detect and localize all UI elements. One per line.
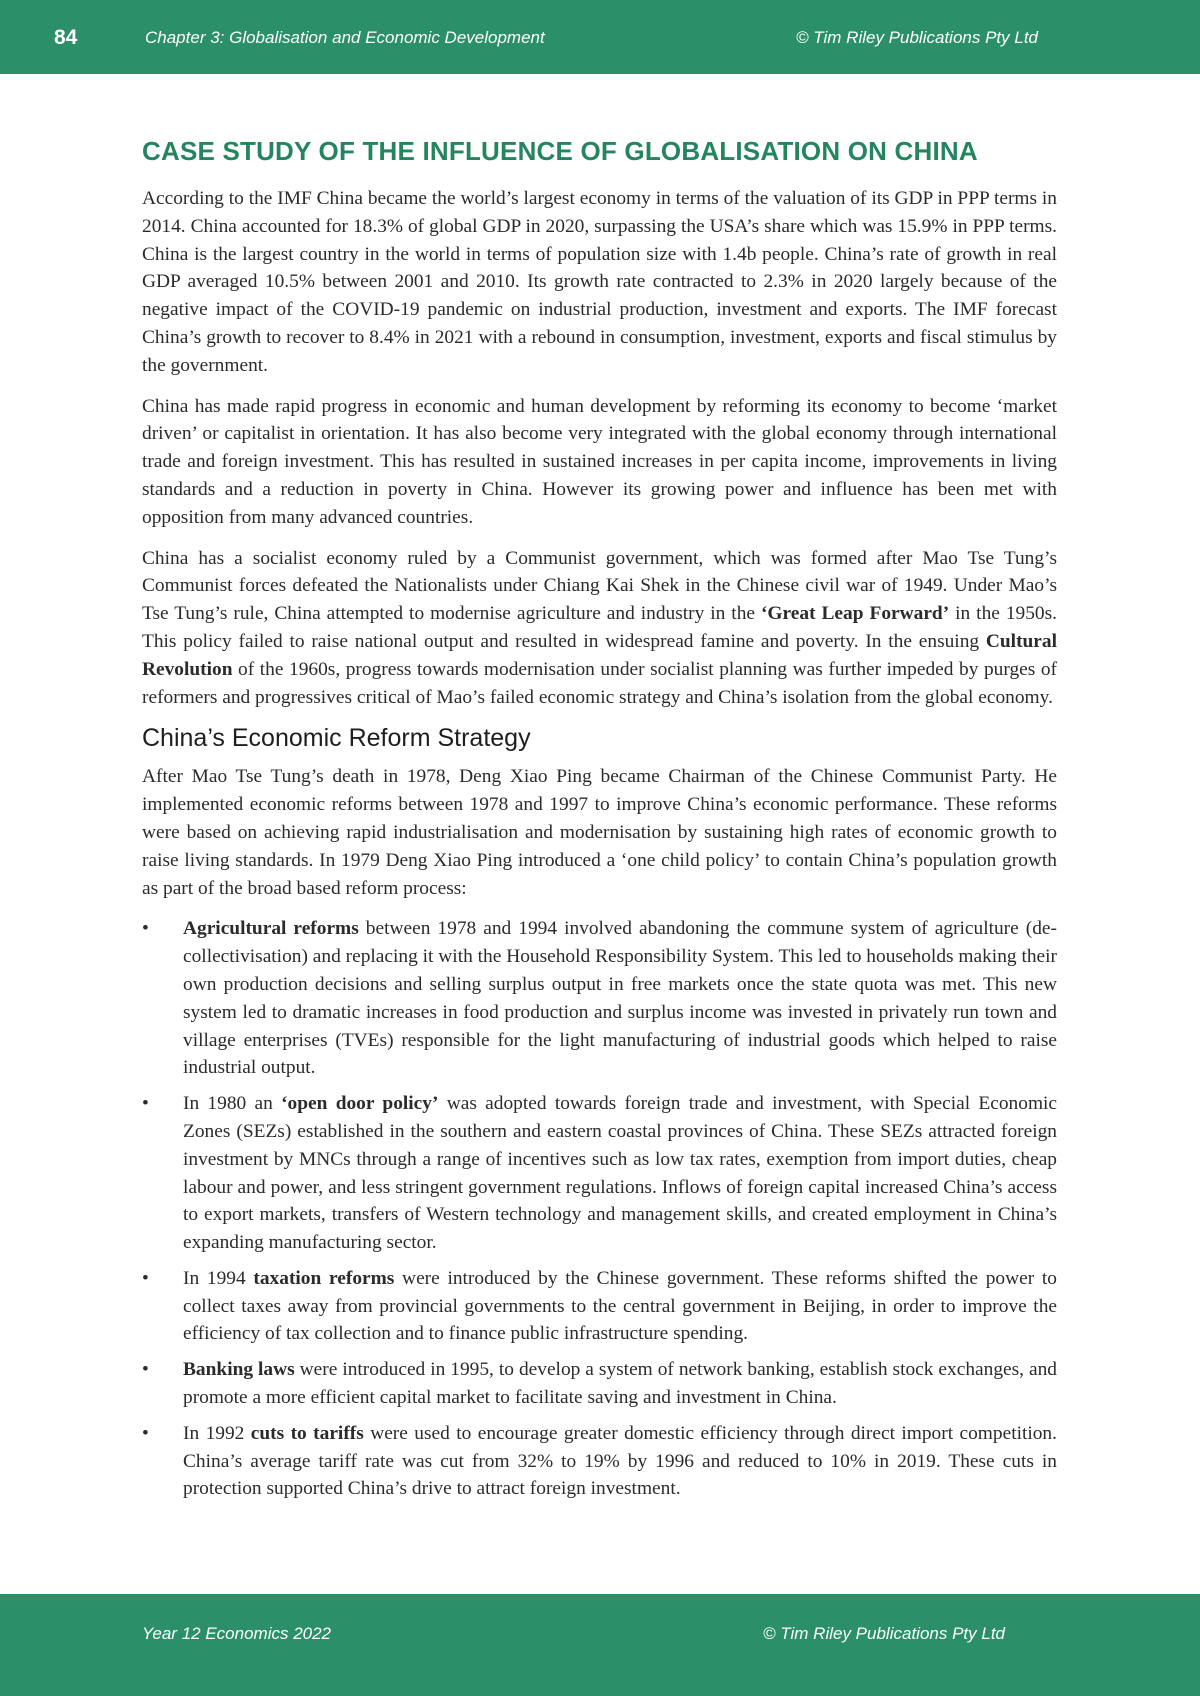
footer-copyright: © Tim Riley Publications Pty Ltd (763, 1624, 1005, 1643)
reform-term: cuts to tariffs (250, 1422, 364, 1444)
page-content (142, 136, 1057, 1511)
list-item: • In 1992 cuts to tariffs were used to encourage greater domestic efficiency through direct import competition. China’s average tariff rate was cut from 32% to 19% by 1996 and reduced to 10% in 2019. These cuts in protection supported China’s drive to attract foreign investment. (142, 1420, 1057, 1503)
bullet-icon: • (142, 1359, 149, 1381)
header-copyright: © Tim Riley Publications Pty Ltd (796, 28, 1038, 47)
reform-term: Agricultural reforms (183, 918, 359, 940)
history-text-1: China has a socialist economy ruled by a Communist government, which was formed after Mao Tse Tung’s Communist forces defeated the Nationalists under Chiang Kai Shek in the Chinese civil war of 1949. Under Mao’s Tse Tung’s rule, China attempted to modernise agriculture and industry in the (142, 547, 1057, 625)
reform-term: Banking laws (183, 1359, 295, 1381)
section-intro: After Mao Tse Tung’s death in 1978, Deng Xiao Ping became Chairman of the Chinese Communist Party. He implemented economic reforms between 1978 and 1997 to improve China’s economic performance. These reforms were based on achieving rapid industrialisation and modernisation by sustaining high rates of economic growth to raise living standards. In 1979 Deng Xiao Ping introduced a ‘one child policy’ to contain China’s population growth as part of the broad based reform process: (142, 766, 1057, 899)
reforms-list (142, 915, 1057, 1503)
page-number: 84 (54, 26, 78, 49)
list-item: • In 1994 taxation reforms were introduced by the Chinese government. These reforms shifted the power to collect taxes away from provincial governments to the central government in Beijing, in order to improve the efficiency of tax collection and to finance public infrastructure spending. (142, 1265, 1057, 1348)
reform-term: ‘open door policy’ (281, 1093, 439, 1115)
case-study-title: CASE STUDY OF THE INFLUENCE OF GLOBALISATION ON CHINA (142, 136, 978, 166)
list-item: • Banking laws were introduced in 1995, to develop a system of network banking, establish stock exchanges, and promote a more efficient capital market to facilitate saving and investment in China. (142, 1356, 1057, 1412)
paragraph-intro: According to the IMF China became the world’s largest economy in terms of the valuation of its GDP in PPP terms in 2014. China accounted for 18.3% of global GDP in 2020, surpassing the USA’s share which was 15.9% in PPP terms. China is the largest country in the world in terms of population size with 1.4b people. China’s rate of growth in real GDP averaged 10.5% between 2001 and 2010. Its growth rate contracted to 2.3% in 2020 largely because of the negative impact of the COVID-19 pandemic on industrial production, investment and exports. The IMF forecast China’s growth to recover to 8.4% in 2021 with a rebound in consumption, investment, exports and fiscal stimulus by the government. (142, 188, 1057, 376)
bullet-icon: • (142, 1093, 149, 1115)
bullet-icon: • (142, 918, 149, 940)
great-leap-forward-term: ‘Great Leap Forward’ (760, 603, 950, 625)
paragraph-development: China has made rapid progress in economic and human development by reforming its economy to become ‘market driven’ or capitalist in orientation. It has also become very integrated with the global economy through international trade and foreign investment. This has resulted in sustained increases in per capita income, improvements in living standards and a reduction in poverty in China. However its growing power and influence has been met with opposition from many advanced countries. (142, 395, 1057, 528)
list-item: • In 1980 an ‘open door policy’ was adopted towards foreign trade and investment, with Special Economic Zones (SEZs) established in the southern and eastern coastal provinces of China. These SEZs attracted foreign investment by MNCs through a range of incentives such as low tax rates, exemption from import duties, cheap labour and power, and less stringent government regulations. Inflows of foreign capital increased China’s access to export markets, transfers of Western technology and management skills, and created employment in China’s expanding manufacturing sector. (142, 1090, 1057, 1257)
history-text-3: of the 1960s, progress towards modernisation under socialist planning was further impeded by purges of reformers and progressives critical of Mao’s failed economic strategy and China’s isolation from the global economy. (142, 658, 1057, 708)
paragraph-history (142, 545, 1057, 712)
page-footer (0, 1594, 1200, 1696)
footer-year-label: Year 12 Economics 2022 (142, 1624, 332, 1643)
cultural-revolution-term: Cultural Revolution (142, 630, 1057, 680)
page-header (0, 0, 1200, 74)
list-item: • Agricultural reforms between 1978 and 1994 involved abandoning the commune system of agriculture (de-collectivisation) and replacing it with the Household Responsibility System. This led to households making their own production decisions and selling surplus output in free markets once the state quota was met. This new system led to dramatic increases in food production and surplus income was invested in privately run town and village enterprises (TVEs) responsible for the light manufacturing of industrial goods which helped to raise industrial output. (142, 915, 1057, 1082)
bullet-icon: • (142, 1267, 149, 1289)
section-heading: China’s Economic Reform Strategy (142, 724, 531, 753)
bullet-icon: • (142, 1422, 149, 1444)
history-text-2: in the 1950s. This policy failed to raise national output and resulted in widespread famine and poverty. In the ensuing (142, 603, 1058, 652)
chapter-title: Chapter 3: Globalisation and Economic Development (145, 28, 545, 47)
reform-term: taxation reforms (253, 1267, 395, 1289)
